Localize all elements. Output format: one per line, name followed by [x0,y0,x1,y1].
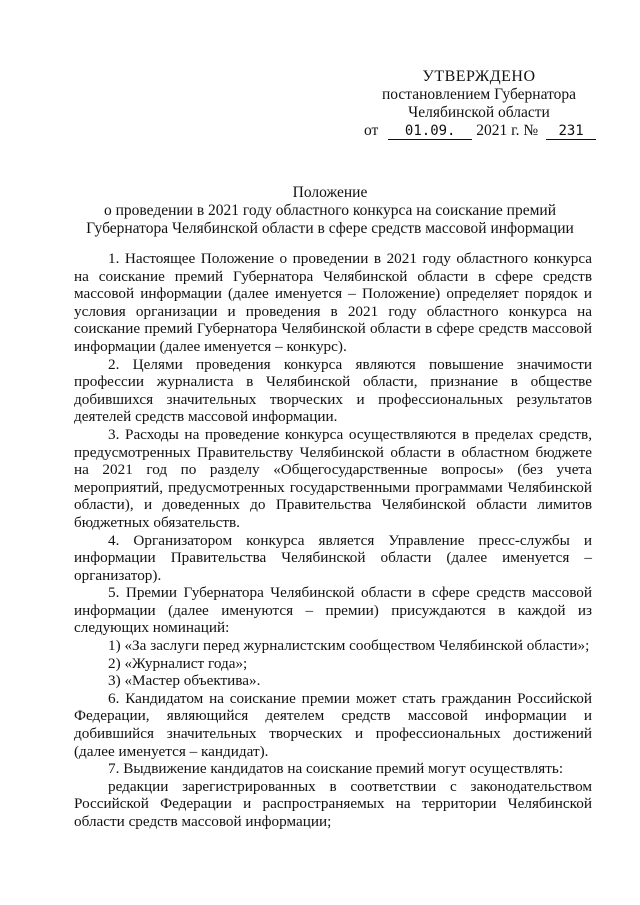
document-subtitle-line-2: Губернатора Челябинской области в сфере средств массовой информации [86,220,574,237]
approval-line-1: постановлением Губернатора [381,86,577,103]
nomination-2: 2) «Журналист года»; [108,654,248,672]
approval-stamp [364,68,594,140]
approval-title: УТВЕРЖДЕНО [422,68,536,85]
paragraph-3: 3. Расходы на проведение конкурса осуществляются в пределах средств, предусмотренных Правительству Челябинской области в областном бюджете на 2021 год по разделу «Общегосударственные вопросы» (без учета мероприятий, предусмотренных государственными программами Челябинской области), и доведенных до Правительства Челябинской области лимитов бюджетных обязательств. [74,425,592,531]
document-subtitle-line-1: о проведении в 2021 году областного конкурса на соискание премий [104,202,556,219]
paragraph-1: 1. Настоящее Положение о проведении в 2021 году областного конкурса на соискание премий Губернатора Челябинской области в сфере средств массовой информации (далее именуется – Положение) определяет порядок и условия организации и проведения в 2021 году областного конкурса на соискание премий Губернатора Челябинской области в сфере средств массовой информации (далее именуется – конкурс). [74,250,592,355]
paragraph-4: 4. Организатором конкурса является Управление пресс-службы и информации Правительства Челябинской области (далее именуется – организатор). [74,531,592,584]
date-prefix: от [364,122,379,139]
paragraph-5: 5. Премии Губернатора Челябинской области в сфере средств массовой информации (далее именуются – премии) присуждаются в каждой из следующих номинаций: [74,584,592,637]
nomination-1: 1) «За заслуги перед журналистским сообществом Челябинской области»; [108,637,590,655]
nomination-3: 3) «Мастер объектива». [108,672,261,690]
paragraph-7-item: редакции зарегистрированных в соответствии с законодательством Российской Федерации и распространяемых на территории Челябинской области средств массовой информации; [74,777,592,830]
paragraph-6: 6. Кандидатом на соискание премии может стать гражданин Российской Федерации, являющийся деятелем средств массовой информации и добившийся значительных творческих и профессиональных достижений (далее именуется – кандидат). [74,689,592,760]
approval-date-line [364,122,594,140]
paragraph-7: 7. Выдвижение кандидатов на соискание премий могут осуществлять: [108,760,564,778]
document-title: Положение [292,184,368,201]
approval-year: 2021 г. № [476,122,539,139]
document-body [74,250,592,831]
approval-line-2: Челябинской области [408,104,550,121]
document-heading [60,184,600,238]
paragraph-2: 2. Целями проведения конкурса являются повышение значимости профессии журналиста в Челябинской области, признание в обществе добившихся значительных творческих и профессиональных результатов деятелей средств массовой информации. [74,355,592,426]
approval-number: 231 [546,123,596,140]
approval-date: 01.09. [388,123,472,140]
